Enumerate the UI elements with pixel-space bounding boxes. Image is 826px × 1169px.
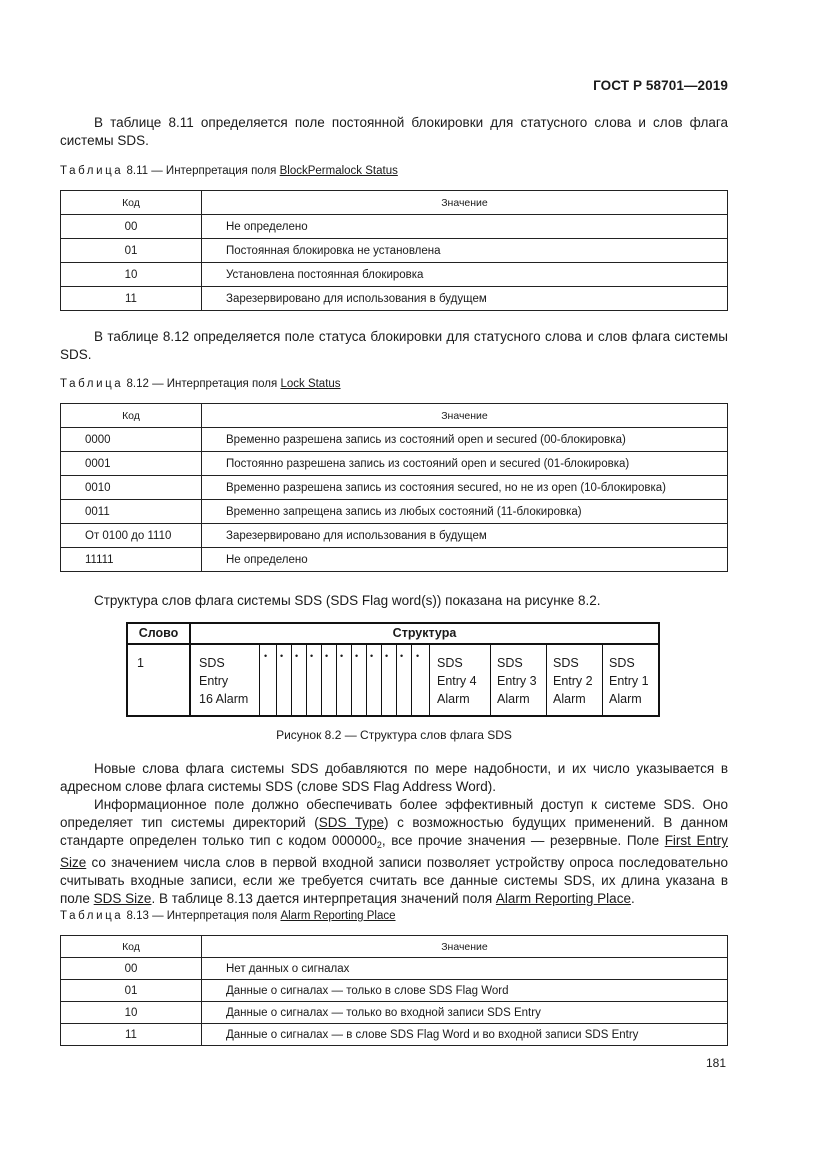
line: Alarm <box>609 692 642 706</box>
caption-text: — Интерпретация поля <box>152 910 278 922</box>
word: Entry <box>609 674 639 688</box>
ellipsis-dot: • <box>310 651 314 661</box>
table-8-13-caption <box>60 910 396 922</box>
caption-field: Lock Status <box>280 378 341 390</box>
table-row <box>61 239 728 263</box>
line <box>609 672 649 690</box>
figure-caption: Рисунок 8.2 — Структура слов флага SDS <box>276 728 512 742</box>
figure-divider <box>396 645 397 715</box>
value-cell: Зарезервировано для использования в будущем <box>202 287 728 311</box>
field-link-sds-size: SDS Size <box>93 891 152 906</box>
entry-number: 2 <box>585 674 593 688</box>
sds-entry-2-alarm <box>553 654 593 708</box>
table-header-row <box>61 191 728 215</box>
caption-number: 8.13 <box>126 910 149 922</box>
ellipsis-dot: • <box>340 651 344 661</box>
line <box>497 672 537 690</box>
line: Alarm <box>437 692 470 706</box>
table-row <box>61 500 728 524</box>
sds-entry-1-alarm <box>609 654 649 708</box>
text: ) с возможностью будущих применений. В данном стандарте определен только тип с кодом 000000 <box>60 815 728 848</box>
table-row <box>61 548 728 572</box>
value-cell: Временно разрешена запись из состояния secured, но не из open (10-блокировка) <box>202 476 728 500</box>
figure-divider <box>546 645 547 715</box>
table-header-row <box>61 404 728 428</box>
value-cell: Постоянная блокировка не установлена <box>202 239 728 263</box>
table-row <box>61 476 728 500</box>
figure-divider <box>276 645 277 715</box>
caption-field: BlockPermalock Status <box>279 165 398 177</box>
paragraph-flag-words: Новые слова флага системы SDS добавляются по мере надобности, и их число указывается в адресном слове флага системы SDS (слове SDS Flag Address Word). <box>60 761 728 794</box>
code-cell: 11111 <box>61 548 202 572</box>
word-number: 1 <box>137 656 144 670</box>
table-row <box>61 958 728 980</box>
caption-label: Таблица <box>60 378 124 390</box>
table-row <box>61 428 728 452</box>
line: SDS <box>437 656 463 670</box>
table-header-row <box>61 936 728 958</box>
sds-entry-4-alarm <box>437 654 477 708</box>
line: Entry <box>199 674 229 688</box>
line: SDS <box>199 656 225 670</box>
value-cell: Нет данных о сигналах <box>202 958 728 980</box>
text: . <box>630 891 635 906</box>
value-cell: Временно запрещена запись из любых состояний (11-блокировка) <box>202 500 728 524</box>
value-cell: Постоянно разрешена запись из состояний open и secured (01-блокировка) <box>202 452 728 476</box>
ellipsis-dot: • <box>370 651 374 661</box>
intro-paragraph-8-12: В таблице 8.12 определяется поле статуса блокировки для статусного слова и слов флага системы SDS. <box>60 329 728 362</box>
word: Entry <box>437 674 467 688</box>
line <box>437 672 477 690</box>
table-row <box>61 215 728 239</box>
value-cell: Не определено <box>202 548 728 572</box>
subscript: 2 <box>376 840 382 850</box>
line: SDS <box>497 656 523 670</box>
figure-divider <box>291 645 292 715</box>
column-header-value: Значение <box>202 404 728 428</box>
code-cell: 01 <box>61 239 202 263</box>
caption-number: 8.12 <box>126 378 149 390</box>
code-cell: 00 <box>61 215 202 239</box>
figure-divider <box>351 645 352 715</box>
code-cell: 0001 <box>61 452 202 476</box>
text: со значением числа слов в первой входной записи позволяет устройству опроса последовательно считывать входные записи, если же требуется считать все данные системы SDS, их длина указана в поле <box>60 855 728 906</box>
table-row <box>61 524 728 548</box>
figure-divider <box>602 645 603 715</box>
code-cell: От 0100 до 1110 <box>61 524 202 548</box>
figure-header-structure: Структура <box>392 626 457 640</box>
table-row <box>61 263 728 287</box>
table-row <box>61 452 728 476</box>
line <box>553 672 593 690</box>
field-link-sds-type: SDS Type <box>318 815 385 830</box>
code-cell: 11 <box>61 287 202 311</box>
table-row <box>61 1002 728 1024</box>
caption-label: Таблица <box>60 910 124 922</box>
intro-paragraph-figure: Структура слов флага системы SDS (SDS Flag word(s)) показана на рисунке 8.2. <box>94 593 601 608</box>
column-header-code: Код <box>61 191 202 215</box>
ellipsis-dot: • <box>280 651 284 661</box>
code-cell: 10 <box>61 263 202 287</box>
ellipsis-dot: • <box>400 651 404 661</box>
figure-header-word: Слово <box>128 624 191 643</box>
ellipsis-dot: • <box>264 651 268 661</box>
figure-divider <box>189 645 191 715</box>
figure-divider <box>411 645 412 715</box>
figure-divider <box>490 645 491 715</box>
column-header-code: Код <box>61 404 202 428</box>
value-cell: Данные о сигналах — в слове SDS Flag Word и во входной записи SDS Entry <box>202 1024 728 1046</box>
figure-divider <box>381 645 382 715</box>
line: Alarm <box>497 692 530 706</box>
ellipsis-dot: • <box>295 651 299 661</box>
code-cell: 10 <box>61 1002 202 1024</box>
ellipsis-dot: • <box>325 651 329 661</box>
value-cell: Данные о сигналах — только в слове SDS Flag Word <box>202 980 728 1002</box>
code-cell: 00 <box>61 958 202 980</box>
caption-label: Таблица <box>60 165 124 177</box>
field-link-alarm-reporting-place: Alarm Reporting Place <box>495 891 631 906</box>
figure-header-row <box>128 624 658 645</box>
word: Entry <box>553 674 583 688</box>
figure-divider <box>306 645 307 715</box>
table-row <box>61 1024 728 1046</box>
column-header-code: Код <box>61 936 202 958</box>
ellipsis-dot: • <box>355 651 359 661</box>
entry-number: 1 <box>641 674 649 688</box>
value-cell: Не определено <box>202 215 728 239</box>
table-8-12 <box>60 403 728 572</box>
paragraph-info-field <box>60 796 728 908</box>
table-8-11 <box>60 190 728 311</box>
intro-paragraph-8-11: В таблице 8.11 определяется поле постоянной блокировки для статусного слова и слов флага системы SDS. <box>60 115 728 148</box>
text: , все прочие значения — резервные. Поле <box>381 833 665 848</box>
table-8-11-caption <box>60 165 398 177</box>
line: SDS <box>609 656 635 670</box>
line: 16 Alarm <box>199 692 249 706</box>
table-8-12-caption <box>60 378 341 390</box>
caption-text: — Интерпретация поля <box>152 378 278 390</box>
code-cell: 0011 <box>61 500 202 524</box>
document-code: ГОСТ Р 58701—2019 <box>593 78 728 93</box>
caption-field: Alarm Reporting Place <box>280 910 396 922</box>
figure-divider <box>321 645 322 715</box>
value-cell: Данные о сигналах — только во входной записи SDS Entry <box>202 1002 728 1024</box>
ellipsis-dot: • <box>416 651 420 661</box>
value-cell: Установлена постоянная блокировка <box>202 263 728 287</box>
figure-divider <box>366 645 367 715</box>
figure-divider <box>336 645 337 715</box>
field-link-first-entry-size: First Entry Size <box>60 833 728 870</box>
figure-divider <box>429 645 430 715</box>
table-row <box>61 980 728 1002</box>
word: Entry <box>497 674 527 688</box>
column-header-value: Значение <box>202 936 728 958</box>
code-cell: 0000 <box>61 428 202 452</box>
line: SDS <box>553 656 579 670</box>
ellipsis-dot: • <box>385 651 389 661</box>
value-cell: Временно разрешена запись из состояний open и secured (00-блокировка) <box>202 428 728 452</box>
table-8-13 <box>60 935 728 1046</box>
table-row <box>61 287 728 311</box>
entry-number: 3 <box>529 674 537 688</box>
page-number: 181 <box>705 1056 726 1070</box>
text: Информационное поле должно обеспечивать более эффективный доступ к системе SDS. Оно определяет тип системы директорий ( <box>60 797 728 830</box>
figure-divider <box>259 645 260 715</box>
figure-body <box>128 645 658 715</box>
code-cell: 0010 <box>61 476 202 500</box>
figure-8-2 <box>126 622 660 717</box>
caption-text: — Интерпретация поля <box>151 165 277 177</box>
line: Alarm <box>553 692 586 706</box>
column-header-value: Значение <box>202 191 728 215</box>
code-cell: 01 <box>61 980 202 1002</box>
value-cell: Зарезервировано для использования в будущем <box>202 524 728 548</box>
code-cell: 11 <box>61 1024 202 1046</box>
text: . В таблице 8.13 дается интерпретация значений поля <box>151 891 496 906</box>
sds-entry-3-alarm <box>497 654 537 708</box>
sds-entry-16-alarm <box>199 654 248 708</box>
caption-number: 8.11 <box>126 165 149 177</box>
entry-number: 4 <box>469 674 477 688</box>
